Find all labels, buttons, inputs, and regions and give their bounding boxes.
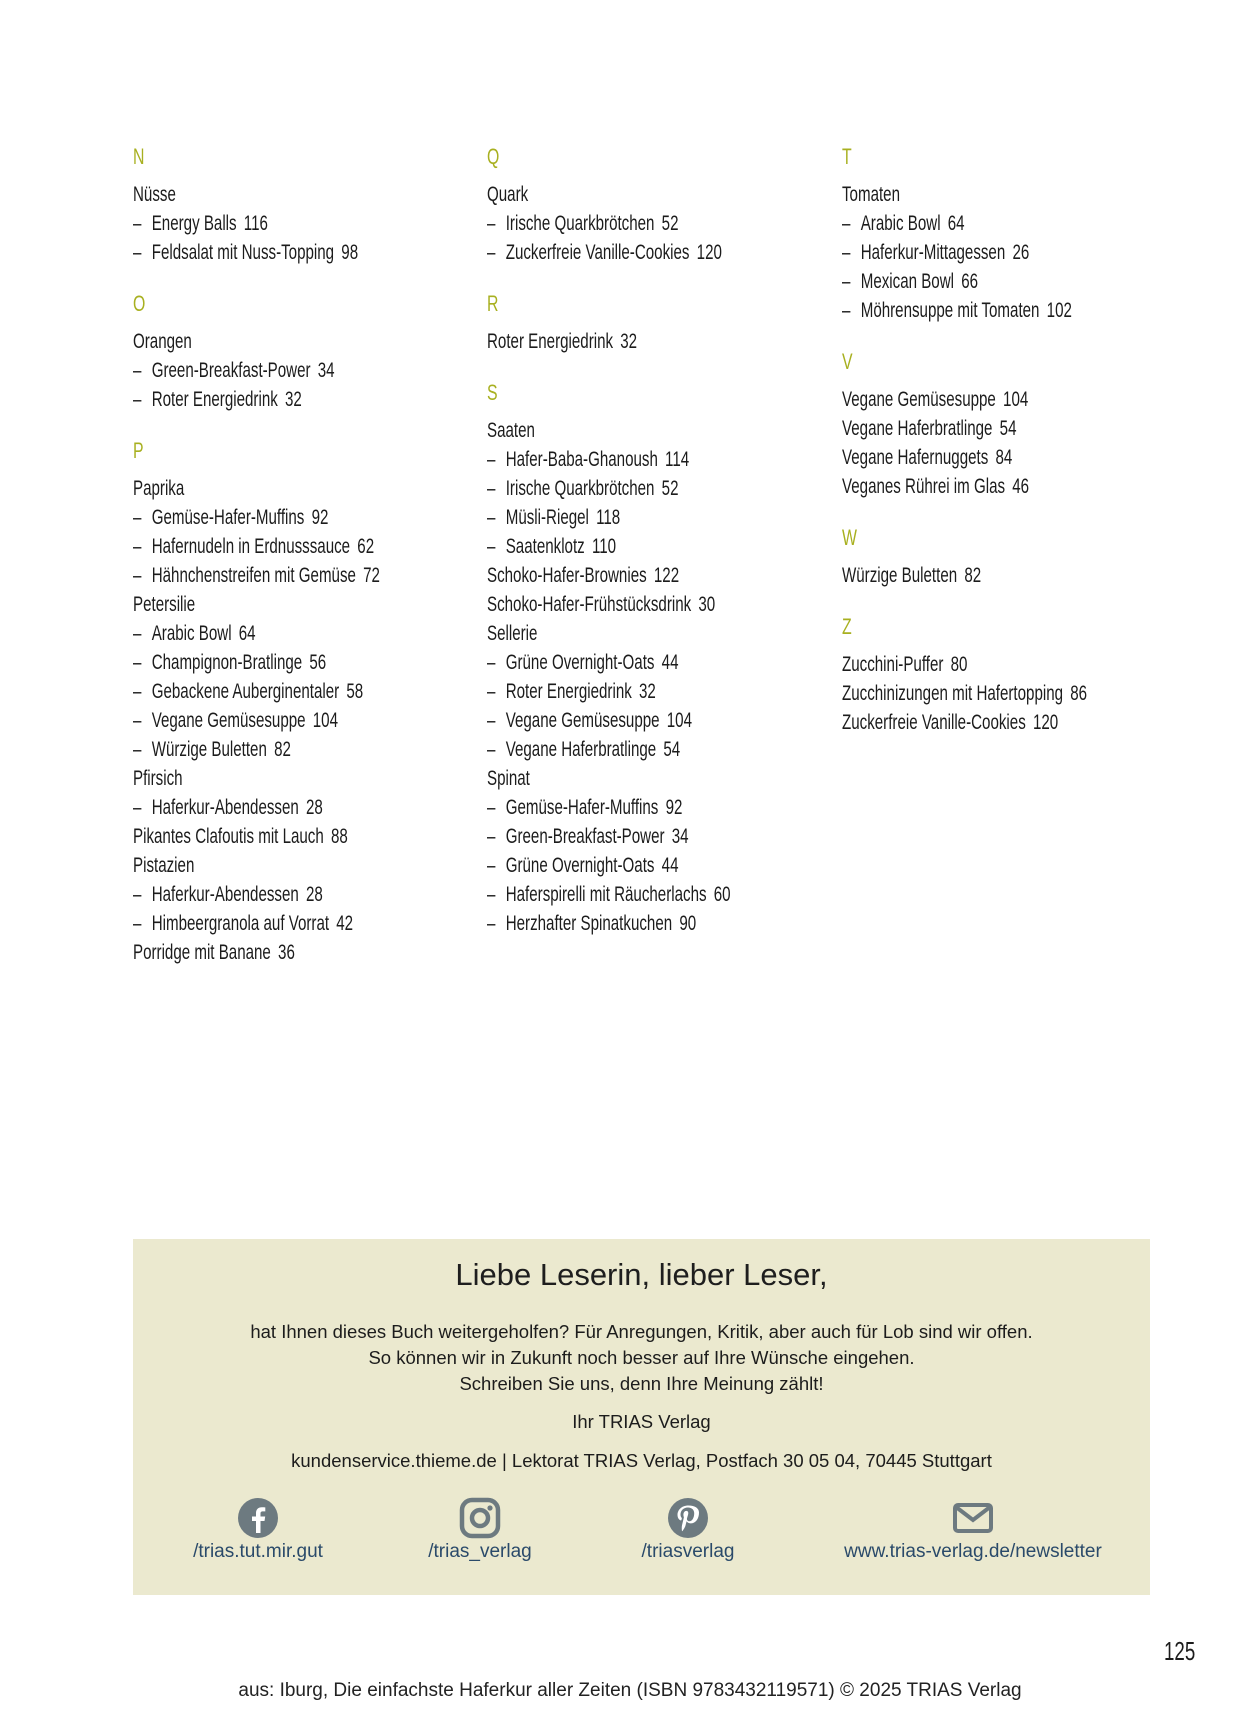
entry-page: 92: [311, 506, 329, 529]
dash-marker: –: [842, 241, 851, 264]
entry-text: Roter Energiedrink: [487, 330, 614, 353]
entry-text: Vegane Gemüsesuppe: [505, 709, 660, 732]
entry-text: Tomaten: [842, 183, 900, 206]
index-section-z: [842, 612, 1182, 737]
index-subentry: [487, 735, 732, 764]
entry-text: Arabic Bowl: [860, 212, 941, 235]
entry-text: Green-Breakfast-Power: [505, 825, 665, 848]
entry-text: Pfirsich: [133, 767, 183, 790]
index-subentry: [133, 532, 378, 561]
entry-page: 64: [238, 622, 256, 645]
dash-marker: –: [133, 564, 142, 587]
entry-text: Zuckerfreie Vanille-Cookies: [505, 241, 690, 264]
index-subentry: [842, 296, 1087, 325]
index-subentry: [842, 238, 1087, 267]
entry-text: Grüne Overnight-Oats: [505, 651, 655, 674]
entry-page: 42: [336, 912, 354, 935]
entry-page: 32: [284, 388, 302, 411]
index-section-w: [842, 523, 1182, 590]
section-letter: P: [133, 438, 144, 463]
index-subentry: [487, 474, 732, 503]
entry-text: Schoko-Hafer-Brownies: [487, 564, 647, 587]
box-line-1: hat Ihnen dieses Buch weitergeholfen? Für Anregungen, Kritik, aber auch für Lob sind wir offen.: [250, 1321, 1033, 1342]
index-entry: [842, 385, 1087, 414]
section-letter: Z: [842, 614, 852, 639]
entry-text: Zucchinizungen mit Hafertopping: [842, 682, 1064, 705]
entry-page: 86: [1070, 682, 1088, 705]
dash-marker: –: [487, 883, 496, 906]
dash-marker: –: [487, 825, 496, 848]
entry-text: Feldsalat mit Nuss-Topping: [151, 241, 335, 264]
entry-text: Vegane Haferbratlinge: [505, 738, 657, 761]
dash-marker: –: [133, 709, 142, 732]
index-subentry: [487, 909, 732, 938]
entry-text: Hafernudeln in Erdnusssauce: [151, 535, 351, 558]
section-letter: V: [842, 349, 853, 374]
dash-marker: –: [487, 912, 496, 935]
dash-marker: –: [487, 854, 496, 877]
entry-page: 114: [665, 448, 690, 471]
dash-marker: –: [133, 535, 142, 558]
entry-page: 30: [698, 593, 716, 616]
section-letter: W: [842, 525, 857, 550]
dash-marker: –: [133, 738, 142, 761]
entry-page: 90: [679, 912, 697, 935]
entry-page: 120: [696, 241, 722, 264]
index-entry: [842, 561, 1087, 590]
entry-text: Müsli-Riegel: [505, 506, 589, 529]
dash-marker: –: [842, 299, 851, 322]
index-subentry: [133, 561, 378, 590]
facebook-icon: [237, 1497, 279, 1539]
dash-marker: –: [487, 709, 496, 732]
entry-text: Saaten: [487, 419, 535, 442]
entry-page: 56: [309, 651, 327, 674]
facebook-handle[interactable]: /trias.tut.mir.gut: [193, 1541, 323, 1562]
entry-text: Haferkur-Mittagessen: [860, 241, 1006, 264]
entry-text: Würzige Buletten: [842, 564, 958, 587]
index-subentry: [487, 851, 732, 880]
entry-page: 60: [713, 883, 731, 906]
entry-page: 116: [243, 212, 268, 235]
entry-page: 82: [274, 738, 291, 761]
entry-text: Hafer-Baba-Ghanoush: [505, 448, 658, 471]
source-footer: aus: Iburg, Die einfachste Haferkur aller Zeiten (ISBN 9783432119571) © 2025 TRIAS Verlag: [238, 1680, 1022, 1701]
entry-page: 52: [661, 477, 679, 500]
entry-text: Herzhafter Spinatkuchen: [505, 912, 673, 935]
newsletter-url[interactable]: www.trias-verlag.de/newsletter: [844, 1541, 1102, 1562]
index-entry: [842, 414, 1087, 443]
dash-marker: –: [133, 651, 142, 674]
index-subentry: [487, 503, 732, 532]
reader-feedback-box: [133, 1239, 1150, 1595]
box-line-3: Schreiben Sie uns, denn Ihre Meinung zählt!: [459, 1373, 824, 1394]
mail-icon: [952, 1497, 994, 1539]
index-subentry: [133, 909, 378, 938]
entry-text: Hähnchenstreifen mit Gemüse: [151, 564, 356, 587]
entry-text: Spinat: [487, 767, 530, 790]
index-subentry: [487, 706, 732, 735]
entry-page: 34: [671, 825, 689, 848]
index-subentry: [133, 385, 378, 414]
entry-text: Gebackene Auberginentaler: [151, 680, 340, 703]
index-entry: [133, 851, 378, 880]
section-letter: R: [487, 291, 499, 316]
dash-marker: –: [487, 506, 496, 529]
entry-page: 32: [638, 680, 656, 703]
index-entry: [487, 416, 732, 445]
dash-marker: –: [487, 680, 496, 703]
entry-page: 72: [363, 564, 380, 587]
index-section-t: [842, 142, 1182, 325]
index-entry: [133, 822, 378, 851]
index-subentry: [487, 822, 732, 851]
section-letter: N: [133, 144, 145, 169]
dash-marker: –: [133, 622, 142, 645]
entry-text: Paprika: [133, 477, 185, 500]
entry-text: Sellerie: [487, 622, 538, 645]
entry-page: 44: [661, 651, 679, 674]
entry-page: 44: [661, 854, 679, 877]
entry-page: 104: [1003, 388, 1029, 411]
entry-text: Haferkur-Abendessen: [151, 883, 299, 906]
dash-marker: –: [133, 883, 142, 906]
instagram-link[interactable]: [395, 1497, 565, 1563]
index-column-1: [133, 142, 473, 989]
index-entry: [487, 180, 732, 209]
index-subentry: [487, 793, 732, 822]
entry-page: 88: [330, 825, 348, 848]
pinterest-handle[interactable]: /triasverlag: [641, 1541, 735, 1562]
index-section-n: [133, 142, 473, 267]
entry-text: Vegane Haferbratlinge: [842, 417, 993, 440]
index-entry: [487, 619, 732, 648]
entry-text: Pikantes Clafoutis mit Lauch: [133, 825, 324, 848]
dash-marker: –: [487, 448, 496, 471]
index-section-o: [133, 289, 473, 414]
index-column-2: [487, 142, 827, 960]
entry-page: 118: [596, 506, 621, 529]
instagram-handle[interactable]: /trias_verlag: [428, 1541, 532, 1562]
index-subentry: [133, 648, 378, 677]
pinterest-icon: [667, 1497, 709, 1539]
entry-text: Möhrensuppe mit Tomaten: [860, 299, 1040, 322]
index-entry: [133, 938, 378, 967]
index-entry: [842, 472, 1087, 501]
index-entry: [487, 590, 732, 619]
index-section-p: [133, 436, 473, 967]
dash-marker: –: [133, 212, 142, 235]
index-entry: [487, 764, 732, 793]
index-subentry: [842, 209, 1087, 238]
entry-page: 54: [999, 417, 1017, 440]
entry-text: Vegane Gemüsesuppe: [151, 709, 306, 732]
entry-text: Saatenklotz: [505, 535, 585, 558]
entry-page: 104: [666, 709, 692, 732]
index-entry: [487, 561, 732, 590]
section-letter: S: [487, 380, 498, 405]
entry-text: Zuckerfreie Vanille-Cookies: [842, 711, 1026, 734]
entry-text: Himbeergranola auf Vorrat: [151, 912, 330, 935]
dash-marker: –: [487, 535, 496, 558]
index-entry: [842, 443, 1087, 472]
index-section-v: [842, 347, 1182, 501]
dash-marker: –: [487, 796, 496, 819]
index-entry: [133, 180, 378, 209]
entry-text: Mexican Bowl: [860, 270, 955, 293]
dash-marker: –: [133, 912, 142, 935]
index-entry: [133, 590, 378, 619]
index-entry: [487, 327, 732, 356]
box-heading: Liebe Leserin, lieber Leser,: [455, 1257, 828, 1292]
dash-marker: –: [487, 651, 496, 674]
entry-text: Gemüse-Hafer-Muffins: [505, 796, 659, 819]
entry-page: 54: [663, 738, 681, 761]
box-line-2: So können wir in Zukunft noch besser auf Ihre Wünsche eingehen.: [368, 1347, 915, 1368]
entry-text: Gemüse-Hafer-Muffins: [151, 506, 305, 529]
index-section-s: [487, 378, 827, 938]
dash-marker: –: [842, 212, 851, 235]
entry-page: 34: [317, 359, 335, 382]
index-entry: [842, 708, 1087, 737]
newsletter-link[interactable]: [823, 1497, 1123, 1563]
dash-marker: –: [133, 359, 142, 382]
dash-marker: –: [133, 241, 142, 264]
entry-page: 98: [341, 241, 359, 264]
entry-page: 122: [653, 564, 680, 587]
entry-page: 82: [964, 564, 982, 587]
entry-page: 84: [995, 446, 1013, 469]
entry-page: 58: [346, 680, 364, 703]
index-subentry: [133, 880, 378, 909]
index-subentry: [487, 209, 732, 238]
dash-marker: –: [842, 270, 851, 293]
entry-text: Champignon-Bratlinge: [151, 651, 303, 674]
entry-text: Orangen: [133, 330, 192, 353]
entry-page: 36: [278, 941, 295, 964]
index-subentry: [133, 209, 378, 238]
entry-text: Petersilie: [133, 593, 196, 616]
entry-text: Irische Quarkbrötchen: [505, 212, 655, 235]
index-subentry: [133, 677, 378, 706]
index-entry: [842, 180, 1087, 209]
index-section-r: [487, 289, 827, 356]
entry-text: Zucchini-Puffer: [842, 653, 944, 676]
section-letter: T: [842, 144, 852, 169]
index-subentry: [133, 503, 378, 532]
entry-text: Haferkur-Abendessen: [151, 796, 299, 819]
dash-marker: –: [133, 680, 142, 703]
dash-marker: –: [133, 506, 142, 529]
entry-text: Nüsse: [133, 183, 176, 206]
index-subentry: [487, 238, 732, 267]
index-entry: [842, 650, 1087, 679]
entry-text: Roter Energiedrink: [505, 680, 632, 703]
index-subentry: [133, 619, 378, 648]
entry-page: 110: [591, 535, 617, 558]
dash-marker: –: [487, 241, 496, 264]
box-signature: Ihr TRIAS Verlag: [572, 1411, 711, 1432]
entry-page: 28: [306, 883, 323, 906]
entry-text: Vegane Hafernuggets: [842, 446, 989, 469]
page-number: 125: [1164, 1636, 1196, 1666]
entry-page: 26: [1012, 241, 1030, 264]
index-subentry: [487, 880, 732, 909]
dash-marker: –: [133, 388, 142, 411]
index-subentry: [133, 356, 378, 385]
entry-page: 120: [1032, 711, 1059, 734]
entry-page: 28: [306, 796, 323, 819]
entry-page: 104: [312, 709, 338, 732]
index-subentry: [487, 677, 732, 706]
entry-page: 64: [947, 212, 965, 235]
entry-text: Veganes Rührei im Glas: [842, 475, 1006, 498]
index-subentry: [133, 735, 378, 764]
entry-page: 32: [620, 330, 638, 353]
index-column-3: [842, 142, 1182, 759]
entry-text: Roter Energiedrink: [151, 388, 278, 411]
section-letter: O: [133, 291, 146, 316]
entry-text: Quark: [487, 183, 529, 206]
box-message: [133, 1319, 1150, 1397]
index-entry: [842, 679, 1087, 708]
index-subentry: [487, 445, 732, 474]
entry-page: 46: [1012, 475, 1030, 498]
pinterest-link[interactable]: [603, 1497, 773, 1563]
entry-text: Vegane Gemüsesuppe: [842, 388, 996, 411]
entry-page: 102: [1046, 299, 1072, 322]
entry-page: 92: [665, 796, 683, 819]
entry-text: Pistazien: [133, 854, 195, 877]
instagram-icon: [459, 1497, 501, 1539]
entry-text: Grüne Overnight-Oats: [505, 854, 655, 877]
index-subentry: [487, 648, 732, 677]
dash-marker: –: [133, 796, 142, 819]
facebook-link[interactable]: [173, 1497, 343, 1563]
entry-text: Arabic Bowl: [151, 622, 232, 645]
entry-text: Energy Balls: [151, 212, 237, 235]
index-section-q: [487, 142, 827, 267]
dash-marker: –: [487, 738, 496, 761]
section-letter: Q: [487, 144, 500, 169]
dash-marker: –: [487, 477, 496, 500]
entry-page: 80: [950, 653, 968, 676]
contact-line[interactable]: kundenservice.thieme.de | Lektorat TRIAS Verlag, Postfach 30 05 04, 70445 Stuttgart: [291, 1450, 992, 1471]
entry-text: Würzige Buletten: [151, 738, 267, 761]
entry-text: Irische Quarkbrötchen: [505, 477, 655, 500]
index-entry: [133, 764, 378, 793]
dash-marker: –: [487, 212, 496, 235]
index-entry: [133, 474, 378, 503]
entry-page: 66: [961, 270, 979, 293]
entry-text: Green-Breakfast-Power: [151, 359, 311, 382]
entry-page: 62: [357, 535, 375, 558]
index-subentry: [133, 793, 378, 822]
index-subentry: [133, 706, 378, 735]
entry-text: Schoko-Hafer-Frühstücksdrink: [487, 593, 692, 616]
index-subentry: [842, 267, 1087, 296]
index-subentry: [487, 532, 732, 561]
index-entry: [133, 327, 378, 356]
entry-text: Porridge mit Banane: [133, 941, 271, 964]
entry-page: 52: [661, 212, 679, 235]
entry-text: Haferspirelli mit Räucherlachs: [505, 883, 707, 906]
index-subentry: [133, 238, 378, 267]
